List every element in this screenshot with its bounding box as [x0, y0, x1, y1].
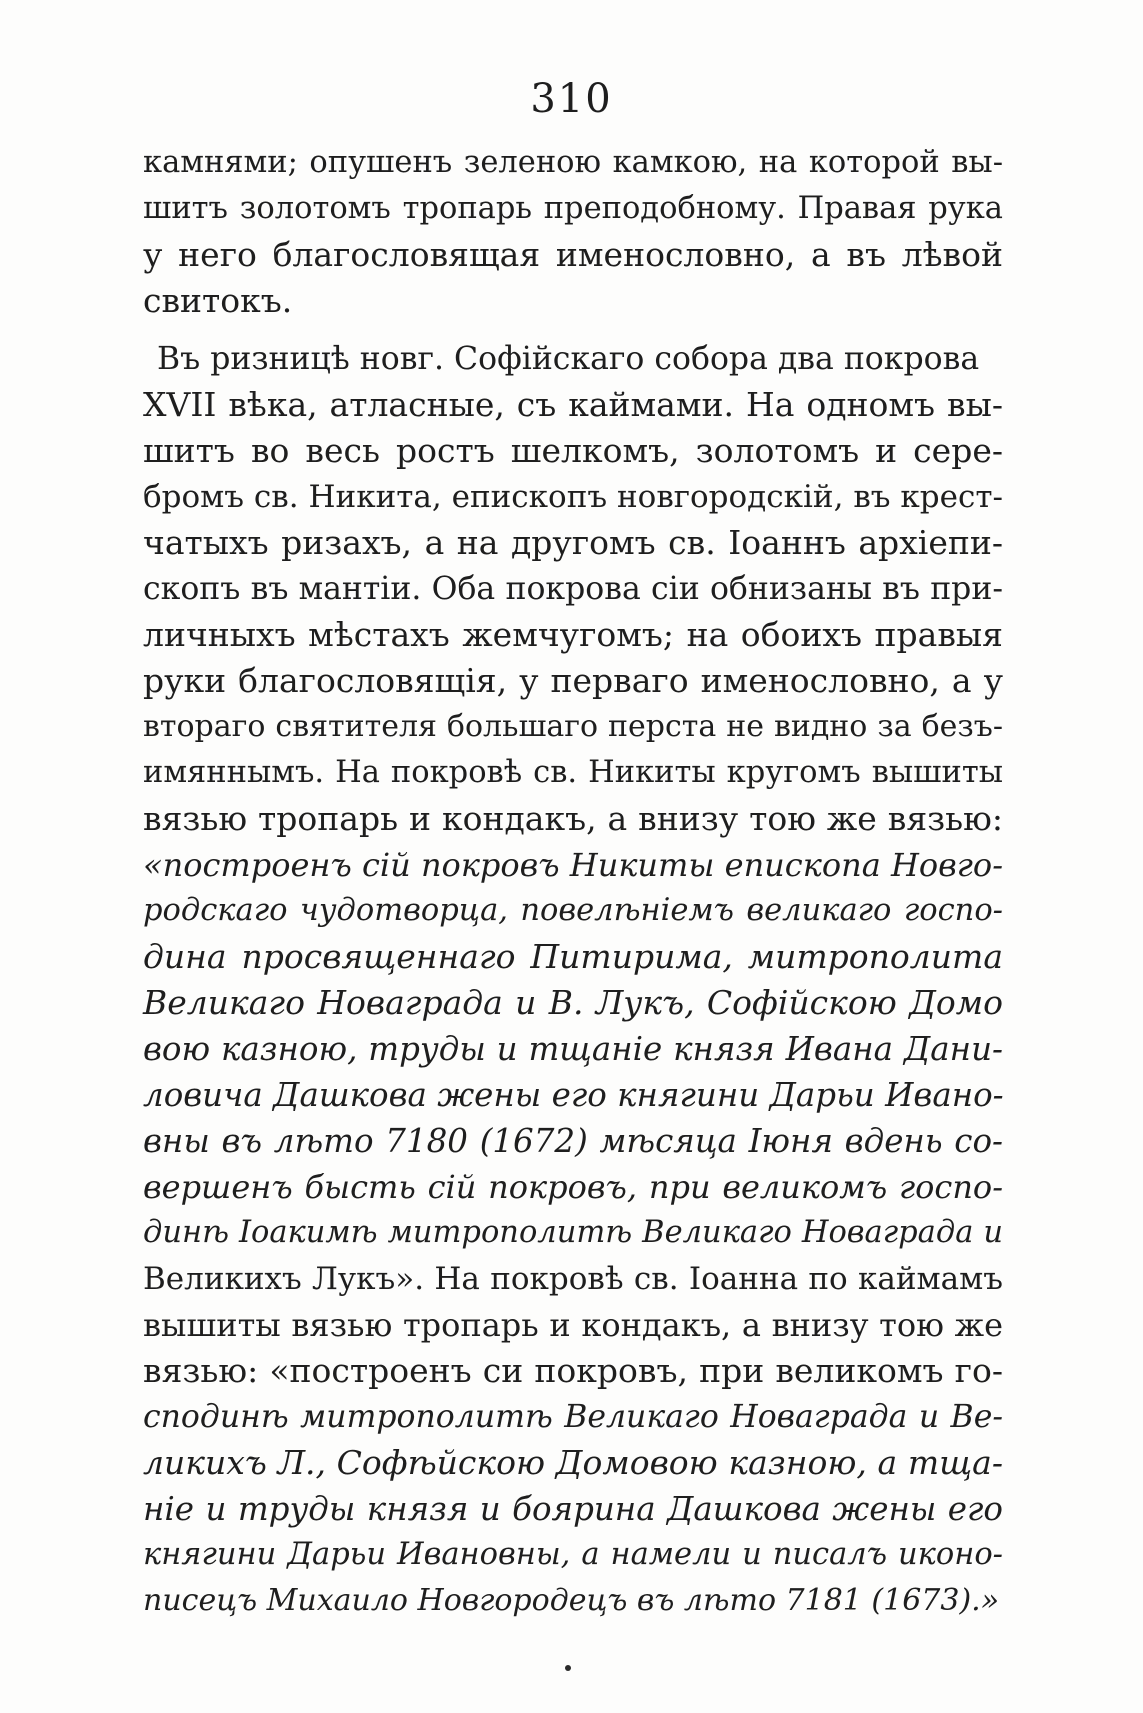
ink-speck — [565, 1665, 571, 1671]
text-line-11: личныхъ мѣстахъ жемчугомъ; на обоихъ правыя — [143, 615, 1003, 654]
text-line-8: бромъ св. Никита, епископъ новгородскій, въ крест- — [143, 479, 1003, 515]
text-line-3: у него благословящая именословно, а въ лѣвой — [143, 235, 1003, 274]
text-line-9: чатыхъ ризахъ, а на другомъ св. Іоаннъ архіепи- — [143, 523, 1003, 562]
text-line-18: дина просвященнаго Питирима, митрополита — [143, 937, 1003, 976]
text-line-13: втораго святителя большаго перста не видно за безъ- — [143, 709, 1003, 744]
text-line-27: вязью: «построенъ си покровъ, при великомъ го- — [143, 1351, 1003, 1390]
text-line-29: ликихъ Л., Софѣйскою Домовою казною, а тща- — [143, 1443, 1003, 1482]
text-line-6: XVII вѣка, атласные, съ каймами. На одномъ вы- — [143, 385, 1003, 424]
text-line-12: руки благословящія, у перваго именословно, а у — [143, 661, 1003, 700]
text-line-30: ніе и труды князя и боярина Дашкова жены его — [143, 1490, 1003, 1528]
text-line-21: ловича Дашкова жены его княгини Дарьи Ивано- — [143, 1076, 1004, 1114]
text-line-4: свитокъ. — [143, 281, 293, 320]
text-line-23: вершенъ бысть сій покровъ, при великомъ госпо- — [143, 1168, 1003, 1206]
text-line-19: Великаго Новаграда и В. Лукъ, Софійскою Домо — [143, 983, 1003, 1022]
text-line-17: родскаго чудотворца, повелѣніемъ великаго госпо- — [143, 893, 1003, 928]
text-line-1: камнями; опушенъ зеленою камкою, на которой вы- — [143, 145, 1003, 180]
text-line-22: вны въ лѣто 7180 (1672) мѣсяца Іюня вдень со- — [143, 1122, 1003, 1160]
text-line-26: вышиты вязью тропарь и кондакъ, а внизу тою же — [143, 1306, 1003, 1344]
text-line-25: Великихъ Лукъ». На покровѣ св. Іоанна по каймамъ — [143, 1261, 1003, 1297]
page-number: 310 — [530, 76, 613, 122]
body-text — [143, 140, 1003, 1624]
text-line-10: скопъ въ мантіи. Оба покрова сіи обнизаны въ при- — [143, 571, 1003, 607]
text-line-15: вязью тропарь и кондакъ, а внизу тою же вязью: — [143, 799, 1003, 838]
text-line-16: «построенъ сій покровъ Никиты епископа Новго- — [143, 846, 1003, 884]
text-line-7: шитъ во весь ростъ шелкомъ, золотомъ и сере- — [143, 431, 1003, 470]
text-line-14: имяннымъ. На покровѣ св. Никиты кругомъ вышиты — [143, 755, 1003, 790]
text-line-28: сподинѣ митрополитѣ Великаго Новаграда и Ве- — [143, 1399, 1003, 1435]
text-line-5: Въ ризницѣ новг. Софійскаго собора два покрова — [157, 341, 980, 377]
text-line-24: динѣ Іоакимѣ митрополитѣ Великаго Новаграда и — [143, 1215, 1003, 1250]
text-line-31: княгини Дарьи Ивановны, а намели и писалъ иконо- — [143, 1537, 1003, 1572]
text-line-2: шитъ золотомъ тропарь преподобному. Правая рука — [143, 191, 1003, 226]
text-line-32: писецъ Михаило Новгородецъ въ лѣто 7181 (1673).» — [143, 1583, 1000, 1618]
text-line-20: вою казною, труды и тщаніе князя Ивана Дани- — [143, 1030, 1003, 1068]
